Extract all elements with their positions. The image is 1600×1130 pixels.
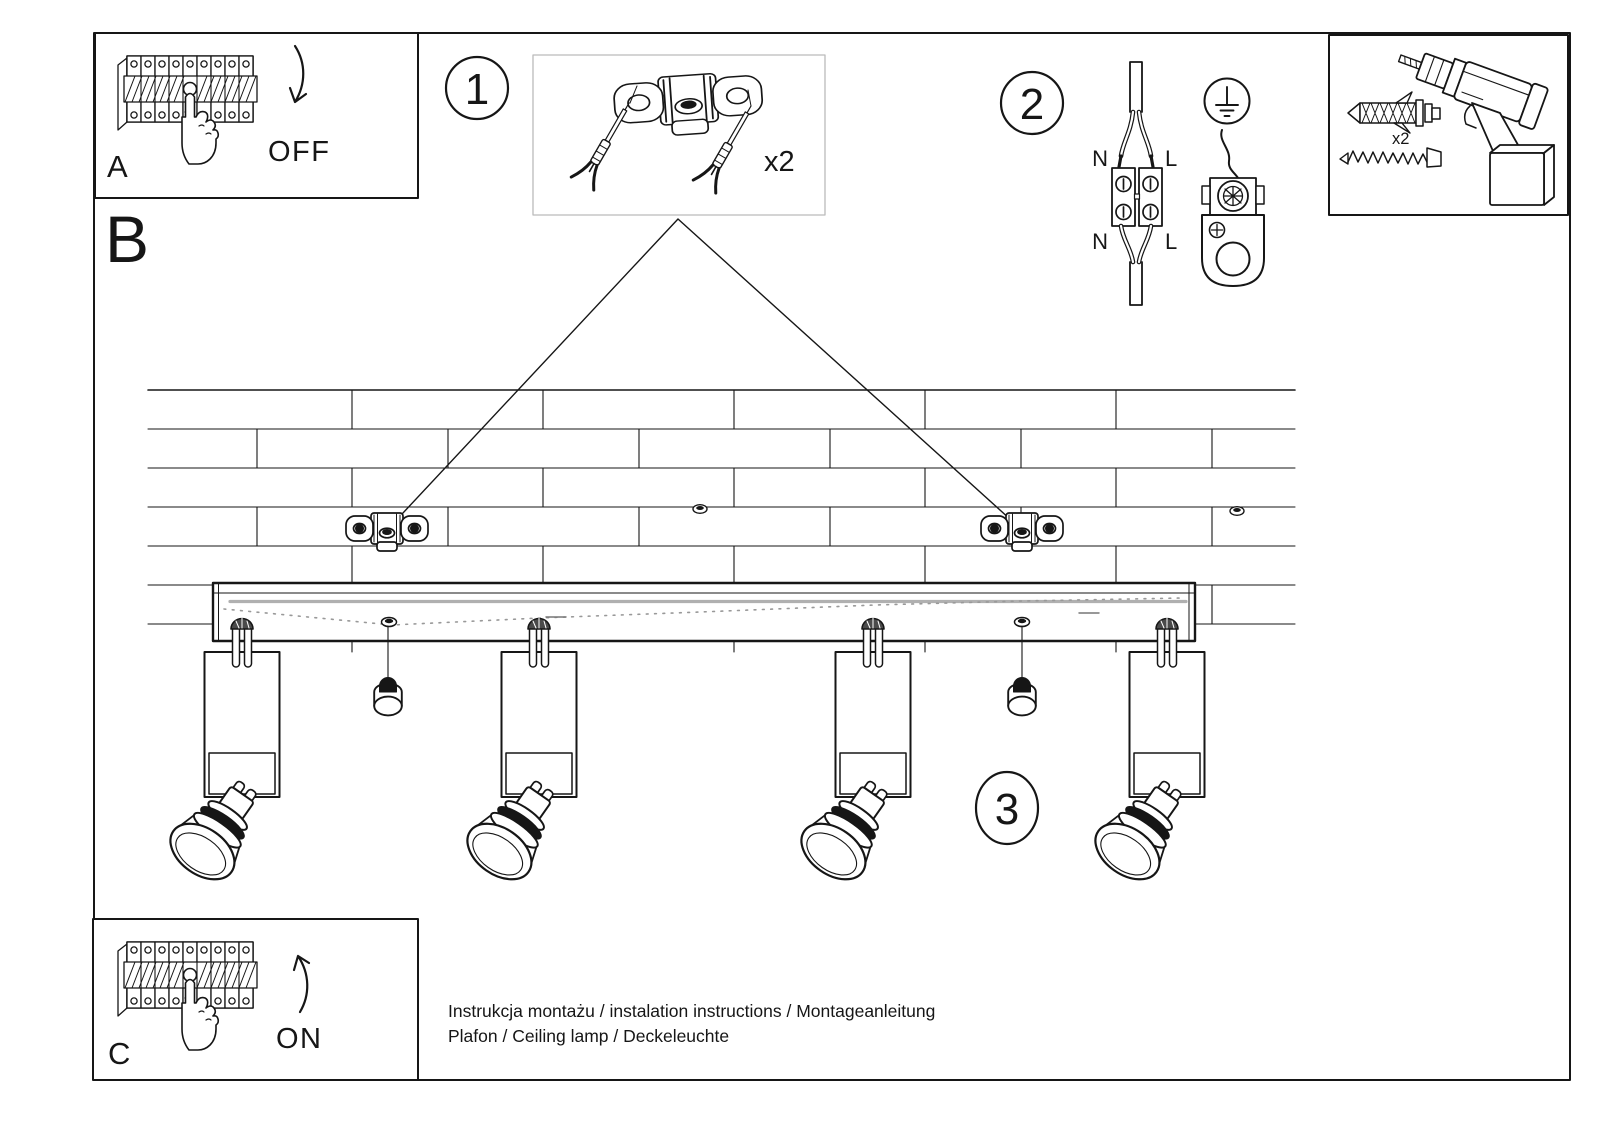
cable-out-icon	[1121, 226, 1151, 305]
terminal-block-icon	[1112, 168, 1162, 226]
caption-line-1: Instrukcja montażu / instalation instructions / Montageanleitung	[448, 1001, 936, 1021]
ceiling-bracket-left	[346, 513, 428, 551]
step-2-number: 2	[1019, 80, 1045, 129]
label-l-top: L	[1165, 146, 1178, 171]
mains-cable-icon	[1119, 62, 1153, 167]
spotlight-1	[160, 618, 279, 891]
lamp-rail	[213, 583, 1195, 641]
caption-block	[448, 1001, 935, 1046]
label-off: OFF	[268, 136, 331, 168]
spotlight-3	[791, 618, 910, 891]
step-1-number: 1	[464, 65, 490, 114]
leader-lines	[388, 219, 1021, 529]
rail-hole-left	[382, 618, 397, 627]
step-a-power-off-panel	[95, 33, 418, 198]
label-c: C	[108, 1036, 131, 1071]
mount-kit-quantity: x2	[764, 146, 795, 178]
label-a: A	[107, 149, 128, 184]
spotlight-2	[457, 618, 576, 891]
label-b: B	[105, 202, 150, 276]
step-c-power-on-panel	[93, 919, 418, 1080]
step-3-marker	[976, 772, 1038, 844]
anchor-quantity: x2	[1392, 130, 1410, 148]
earth-wire-icon	[1221, 130, 1238, 178]
ceiling-bracket-right	[981, 513, 1063, 551]
step-1-parts-box	[446, 55, 825, 215]
spotlight-4	[1085, 618, 1204, 891]
tools-box	[1329, 35, 1568, 215]
label-n-top: N	[1092, 146, 1108, 171]
caption-line-2: Plafon / Ceiling lamp / Deckeleuchte	[448, 1026, 730, 1046]
rail-hole-right	[1015, 618, 1030, 627]
earth-clamp-icon	[1202, 178, 1264, 286]
label-n-bottom: N	[1092, 229, 1108, 254]
label-on: ON	[276, 1023, 323, 1055]
earth-symbol-icon	[1205, 79, 1250, 124]
step-3-number: 3	[994, 785, 1020, 834]
step-2-wiring	[1001, 62, 1264, 305]
pilot-hole-right	[1230, 507, 1244, 516]
pilot-hole-center	[693, 505, 707, 514]
label-l-bottom: L	[1165, 229, 1178, 254]
